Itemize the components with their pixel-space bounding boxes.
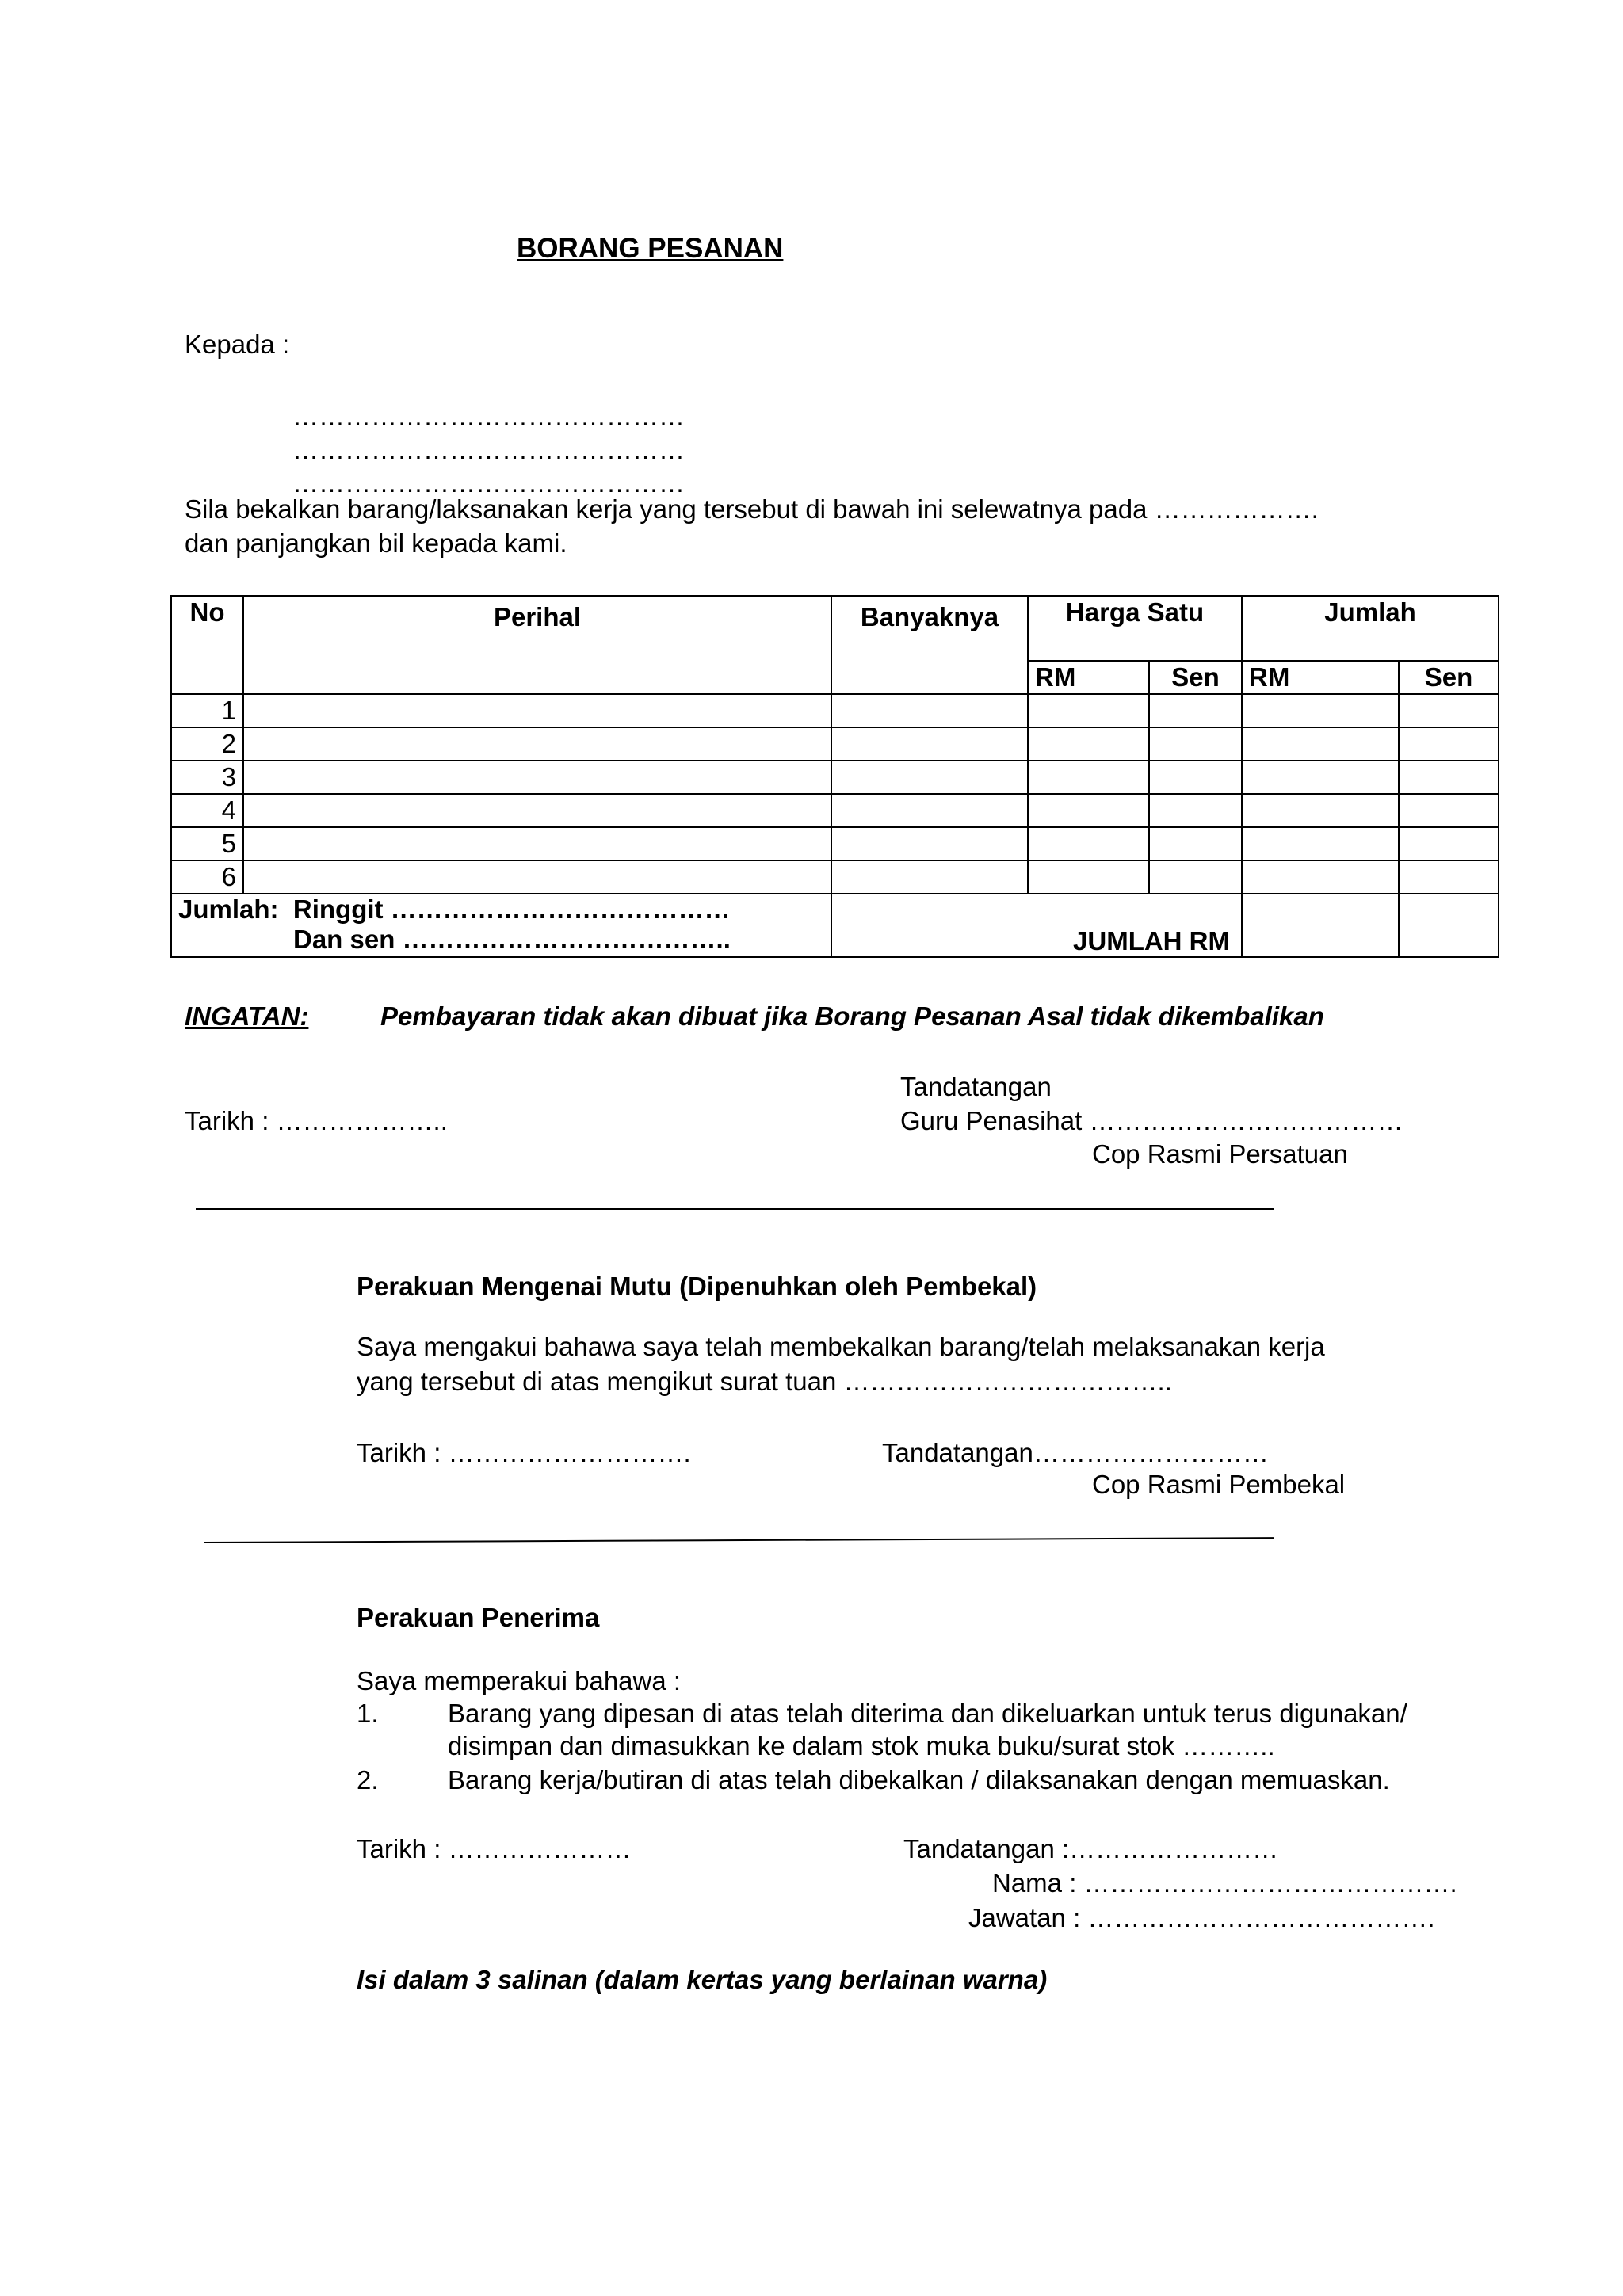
penerima-intro: Saya memperakui bahawa : bbox=[357, 1666, 682, 1695]
harga-sen-cell[interactable] bbox=[1149, 827, 1242, 860]
jumlah-rm-cell[interactable] bbox=[1242, 794, 1399, 827]
penerima-tandatangan[interactable]: Tandatangan :…………………… bbox=[903, 1834, 1279, 1863]
jumlah-rm-cell[interactable] bbox=[1242, 827, 1399, 860]
table-row bbox=[171, 761, 1499, 794]
header-harga-rm: RM bbox=[1028, 661, 1149, 694]
jumlah-rm-cell[interactable] bbox=[1242, 860, 1399, 894]
mutu-tarikh[interactable]: Tarikh : ………………………. bbox=[357, 1438, 691, 1467]
item-line: disimpan dan dimasukkan ke dalam stok muka buku/surat stok ……….. bbox=[448, 1731, 1275, 1760]
jumlah-sen-cell[interactable] bbox=[1399, 694, 1499, 727]
instruction-line: dan panjangkan bil kepada kami. bbox=[185, 528, 567, 558]
item-number: 2. bbox=[357, 1765, 379, 1794]
banyaknya-cell[interactable] bbox=[831, 794, 1028, 827]
penerima-item-2: Barang kerja/butiran di atas telah dibekalkan / dilaksanakan dengan memuaskan. bbox=[448, 1765, 1390, 1794]
jumlah-label: Jumlah: bbox=[178, 894, 279, 924]
total-words-cell bbox=[171, 894, 831, 957]
jumlah-rm-cell[interactable] bbox=[1242, 694, 1399, 727]
jumlah-rm-label: JUMLAH RM bbox=[831, 894, 1242, 957]
header-jumlah-sen: Sen bbox=[1399, 661, 1499, 694]
penerima-jawatan[interactable]: Jawatan : …………………………………. bbox=[968, 1903, 1435, 1932]
table-row bbox=[171, 860, 1499, 894]
harga-sen-cell[interactable] bbox=[1149, 794, 1242, 827]
cop-pembekal: Cop Rasmi Pembekal bbox=[1092, 1470, 1346, 1499]
dan-sen-line[interactable]: Dan sen ……………………………….. bbox=[293, 925, 731, 954]
row-number: 3 bbox=[171, 761, 243, 794]
perihal-cell[interactable] bbox=[243, 794, 831, 827]
kepada-address-block bbox=[292, 400, 685, 500]
perihal-cell[interactable] bbox=[243, 860, 831, 894]
divider-line bbox=[204, 1537, 1274, 1543]
header-harga-sen: Sen bbox=[1149, 661, 1242, 694]
ingatan-label: INGATAN: bbox=[185, 1001, 309, 1031]
mutu-line: yang tersebut di atas mengikut surat tuan ……………………………….. bbox=[357, 1367, 1172, 1396]
perihal-cell[interactable] bbox=[243, 694, 831, 727]
harga-rm-cell[interactable] bbox=[1028, 761, 1149, 794]
page-title: BORANG PESANAN bbox=[517, 233, 784, 264]
harga-rm-cell[interactable] bbox=[1028, 694, 1149, 727]
banyaknya-cell[interactable] bbox=[831, 827, 1028, 860]
item-number: 1. bbox=[357, 1699, 379, 1728]
footnote: Isi dalam 3 salinan (dalam kertas yang berlainan warna) bbox=[357, 1965, 1048, 1994]
header-banyaknya: Banyaknya bbox=[831, 596, 1028, 694]
harga-rm-cell[interactable] bbox=[1028, 827, 1149, 860]
harga-rm-cell[interactable] bbox=[1028, 727, 1149, 761]
mutu-tandatangan[interactable]: Tandatangan……………………… bbox=[882, 1438, 1269, 1467]
harga-rm-cell[interactable] bbox=[1028, 794, 1149, 827]
perihal-cell[interactable] bbox=[243, 827, 831, 860]
guru-penasihat-line[interactable]: Guru Penasihat ……………………………… bbox=[900, 1106, 1403, 1135]
total-row bbox=[171, 894, 1499, 957]
table-row bbox=[171, 827, 1499, 860]
harga-sen-cell[interactable] bbox=[1149, 860, 1242, 894]
perihal-cell[interactable] bbox=[243, 761, 831, 794]
header-no: No bbox=[171, 596, 243, 694]
instruction-line: Sila bekalkan barang/laksanakan kerja yang tersebut di bawah ini selewatnya pada ………………. bbox=[185, 494, 1319, 524]
divider-line bbox=[196, 1208, 1274, 1210]
order-table bbox=[170, 595, 1499, 958]
table-row bbox=[171, 727, 1499, 761]
table-row bbox=[171, 694, 1499, 727]
ingatan-text: Pembayaran tidak akan dibuat jika Borang Pesanan Asal tidak dikembalikan bbox=[380, 1001, 1324, 1031]
jumlah-sen-cell[interactable] bbox=[1399, 727, 1499, 761]
kepada-label: Kepada : bbox=[185, 330, 290, 359]
mutu-statement bbox=[357, 1329, 1325, 1399]
banyaknya-cell[interactable] bbox=[831, 727, 1028, 761]
harga-sen-cell[interactable] bbox=[1149, 761, 1242, 794]
penerima-heading: Perakuan Penerima bbox=[357, 1603, 600, 1632]
banyaknya-cell[interactable] bbox=[831, 860, 1028, 894]
banyaknya-cell[interactable] bbox=[831, 761, 1028, 794]
header-perihal: Perihal bbox=[243, 596, 831, 694]
harga-sen-cell[interactable] bbox=[1149, 727, 1242, 761]
row-number: 1 bbox=[171, 694, 243, 727]
instruction-text bbox=[185, 492, 1319, 560]
ringgit-line[interactable]: Ringgit ………………………………… bbox=[292, 894, 731, 924]
cop-persatuan: Cop Rasmi Persatuan bbox=[1092, 1139, 1348, 1169]
banyaknya-cell[interactable] bbox=[831, 694, 1028, 727]
header-jumlah: Jumlah bbox=[1242, 596, 1499, 661]
address-line: ……………………………………… bbox=[292, 468, 685, 498]
address-line: ……………………………………… bbox=[292, 435, 685, 464]
jumlah-sen-cell[interactable] bbox=[1399, 827, 1499, 860]
harga-sen-cell[interactable] bbox=[1149, 694, 1242, 727]
mutu-line: Saya mengakui bahawa saya telah membekalkan barang/telah melaksanakan kerja bbox=[357, 1332, 1325, 1361]
jumlah-rm-cell[interactable] bbox=[1242, 761, 1399, 794]
penerima-item-1 bbox=[448, 1697, 1407, 1762]
penerima-nama[interactable]: Nama : ……………………………………. bbox=[992, 1868, 1457, 1897]
jumlah-sen-cell[interactable] bbox=[1399, 761, 1499, 794]
header-jumlah-rm: RM bbox=[1242, 661, 1399, 694]
jumlah-rm-cell[interactable] bbox=[1242, 727, 1399, 761]
tandatangan-label: Tandatangan bbox=[900, 1072, 1052, 1101]
harga-rm-cell[interactable] bbox=[1028, 860, 1149, 894]
address-line: ……………………………………… bbox=[292, 402, 685, 431]
row-number: 5 bbox=[171, 827, 243, 860]
total-sen-cell[interactable] bbox=[1399, 894, 1499, 957]
jumlah-sen-cell[interactable] bbox=[1399, 794, 1499, 827]
item-line: Barang yang dipesan di atas telah diterima dan dikeluarkan untuk terus digunakan/ bbox=[448, 1699, 1407, 1728]
row-number: 6 bbox=[171, 860, 243, 894]
total-rm-cell[interactable] bbox=[1242, 894, 1399, 957]
row-number: 4 bbox=[171, 794, 243, 827]
jumlah-sen-cell[interactable] bbox=[1399, 860, 1499, 894]
header-harga-satu: Harga Satu bbox=[1028, 596, 1242, 661]
table-row bbox=[171, 794, 1499, 827]
penerima-tarikh[interactable]: Tarikh : ………………… bbox=[357, 1834, 632, 1863]
order-tarikh[interactable]: Tarikh : ……………….. bbox=[185, 1106, 448, 1135]
mutu-heading: Perakuan Mengenai Mutu (Dipenuhkan oleh Pembekal) bbox=[357, 1272, 1037, 1301]
row-number: 2 bbox=[171, 727, 243, 761]
perihal-cell[interactable] bbox=[243, 727, 831, 761]
